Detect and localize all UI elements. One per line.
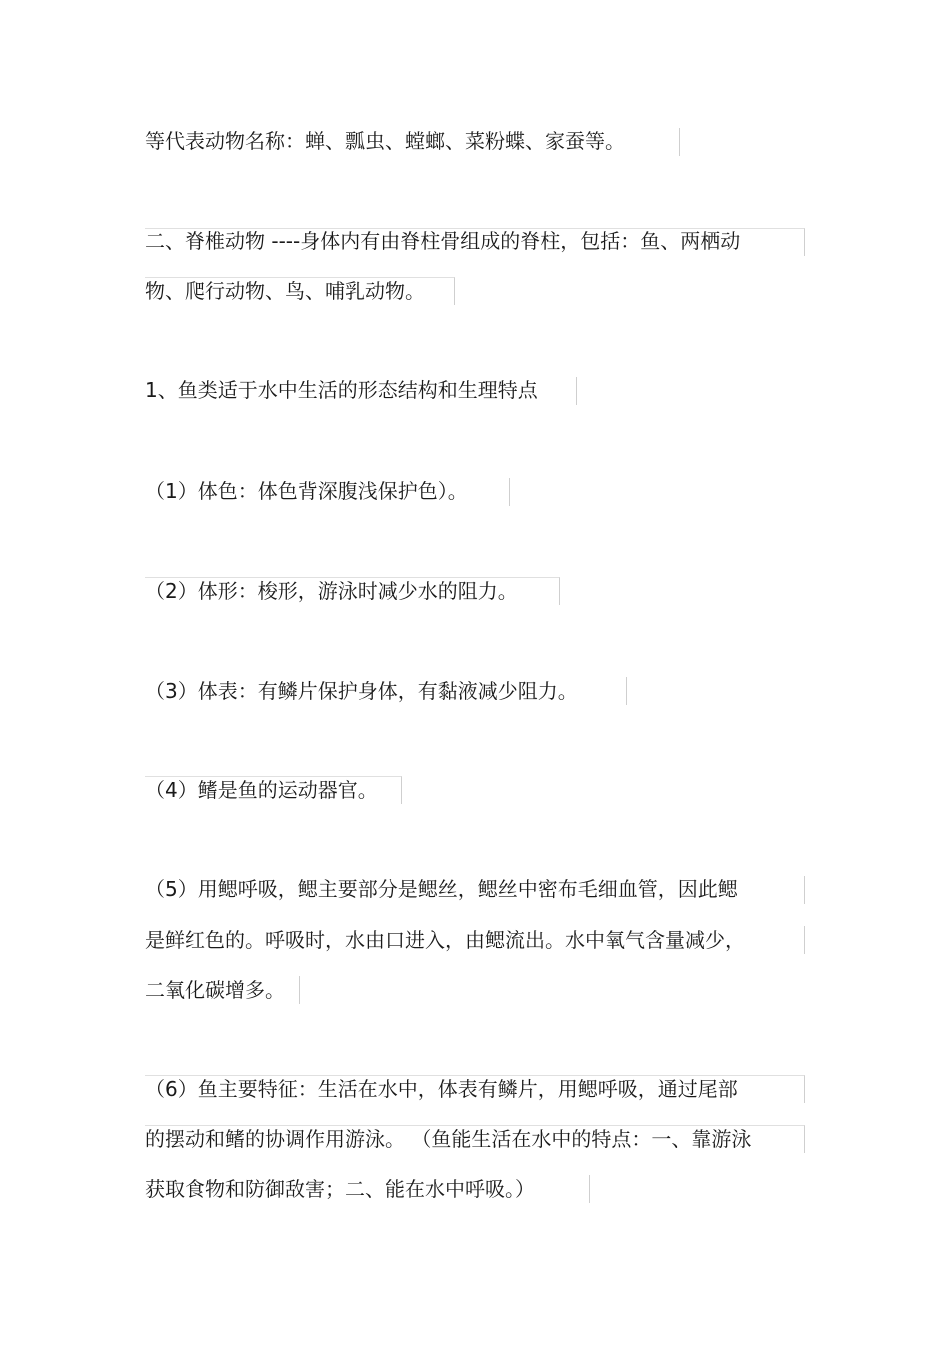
text-line: 获取食物和防御敌害；二、能在水中呼吸。） (145, 1177, 535, 1201)
text-line: 等代表动物名称：蝉、瓢虫、螳螂、菜粉蝶、家蚕等。 (145, 129, 625, 153)
text-line: 二氧化碳增多。 (145, 978, 285, 1002)
list-item: （6）鱼主要特征：生活在水中，体表有鳞片，用鳃呼吸，通过尾部 (145, 1077, 738, 1101)
list-item: （4）鳍是鱼的运动器官。 (145, 778, 378, 802)
text-line: 是鲜红色的。呼吸时，水由口进入，由鳃流出。水中氧气含量减少， (145, 928, 745, 952)
text-line: 的摆动和鳍的协调作用游泳。 （鱼能生活在水中的特点：一、靠游泳 (145, 1127, 752, 1151)
text-line: 物、爬行动物、鸟、哺乳动物。 (145, 279, 425, 303)
list-item: （3）体表：有鳞片保护身体，有黏液减少阻力。 (145, 679, 578, 703)
list-item: （5）用鳃呼吸，鳃主要部分是鳃丝，鳃丝中密布毛细血管，因此鳃 (145, 877, 738, 901)
list-item: （2）体形：梭形，游泳时减少水的阻力。 (145, 579, 518, 603)
list-item: （1）体色：体色背深腹浅保护色）。 (145, 479, 468, 503)
section-heading: 二、脊椎动物 ----身体内有由脊柱骨组成的脊柱，包括：鱼、两栖动 (145, 229, 741, 253)
subsection-heading: 1、鱼类适于水中生活的形态结构和生理特点 (145, 378, 538, 402)
